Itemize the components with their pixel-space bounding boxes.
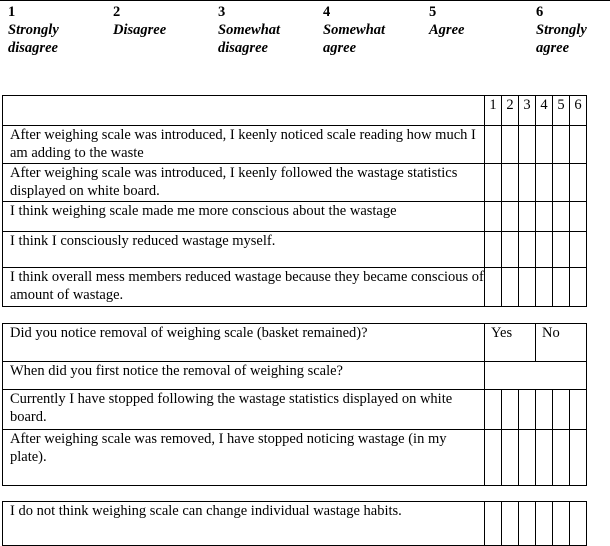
scale-label: agree — [323, 40, 357, 56]
survey-table-2 — [2, 323, 587, 486]
rating-cell[interactable] — [485, 430, 502, 486]
statement-text: Currently I have stopped following the wastage statistics displayed on white board. — [3, 390, 485, 430]
survey-table-3 — [2, 501, 587, 546]
rating-cell[interactable] — [485, 390, 502, 430]
rating-cell[interactable] — [502, 502, 519, 546]
rating-scale-legend — [0, 0, 610, 61]
rating-cell[interactable] — [553, 126, 570, 164]
rating-cell[interactable] — [519, 502, 536, 546]
rating-cell[interactable] — [485, 202, 502, 232]
rating-cell[interactable] — [536, 202, 553, 232]
rating-cell[interactable] — [536, 502, 553, 546]
no-option[interactable]: No — [536, 324, 587, 362]
rating-cell[interactable] — [519, 430, 536, 486]
rating-cell[interactable] — [570, 390, 587, 430]
rating-cell[interactable] — [502, 390, 519, 430]
rating-cell[interactable] — [553, 164, 570, 202]
rating-cell[interactable] — [502, 430, 519, 486]
table-row — [3, 232, 587, 268]
scale-number: 4 — [323, 4, 331, 20]
statement-text: I think I consciously reduced wastage myself. — [3, 232, 485, 268]
table-row — [3, 126, 587, 164]
scale-number: 6 — [536, 4, 544, 20]
scale-item-6 — [536, 3, 587, 57]
rating-cell[interactable] — [553, 232, 570, 268]
rating-cell[interactable] — [553, 390, 570, 430]
survey-table-1 — [2, 95, 587, 307]
rating-cell[interactable] — [536, 430, 553, 486]
rating-header: 5 — [553, 96, 570, 126]
question-text: Did you notice removal of weighing scale (basket remained)? — [3, 324, 485, 362]
table-row — [3, 324, 587, 362]
statement-text: After weighing scale was removed, I have stopped noticing wastage (in my plate). — [3, 430, 485, 486]
scale-item-3 — [218, 3, 280, 57]
rating-cell[interactable] — [536, 232, 553, 268]
scale-label: Agree — [429, 22, 465, 38]
rating-cell[interactable] — [553, 268, 570, 307]
scale-label: Strongly — [536, 22, 587, 38]
table-row — [3, 362, 587, 390]
rating-cell[interactable] — [553, 502, 570, 546]
rating-cell[interactable] — [536, 126, 553, 164]
scale-number: 2 — [113, 4, 121, 20]
rating-cell[interactable] — [519, 232, 536, 268]
table-row — [3, 502, 587, 546]
header-row — [3, 96, 587, 126]
scale-label: disagree — [218, 40, 268, 56]
rating-header: 6 — [570, 96, 587, 126]
scale-item-4 — [323, 3, 385, 57]
scale-number: 1 — [8, 4, 16, 20]
rating-cell[interactable] — [502, 202, 519, 232]
rating-header: 1 — [485, 96, 502, 126]
yes-option[interactable]: Yes — [485, 324, 536, 362]
rating-cell[interactable] — [553, 202, 570, 232]
rating-cell[interactable] — [485, 164, 502, 202]
rating-cell[interactable] — [570, 268, 587, 307]
rating-cell[interactable] — [485, 232, 502, 268]
rating-cell[interactable] — [519, 164, 536, 202]
rating-cell[interactable] — [536, 390, 553, 430]
rating-cell[interactable] — [519, 268, 536, 307]
answer-cell[interactable] — [485, 362, 587, 390]
rating-cell[interactable] — [536, 268, 553, 307]
header-blank-cell — [3, 96, 485, 126]
rating-cell[interactable] — [570, 126, 587, 164]
scale-label: disagree — [8, 40, 58, 56]
rating-cell[interactable] — [536, 164, 553, 202]
scale-number: 3 — [218, 4, 226, 20]
rating-cell[interactable] — [570, 202, 587, 232]
scale-label: Somewhat — [218, 22, 281, 38]
scale-item-1 — [8, 3, 59, 57]
rating-cell[interactable] — [519, 126, 536, 164]
rating-cell[interactable] — [485, 502, 502, 546]
statement-text: I do not think weighing scale can change individual wastage habits. — [3, 502, 485, 546]
scale-number: 5 — [429, 4, 437, 20]
table-row — [3, 164, 587, 202]
rating-cell[interactable] — [519, 390, 536, 430]
rating-header: 4 — [536, 96, 553, 126]
rating-cell[interactable] — [485, 126, 502, 164]
table-row — [3, 390, 587, 430]
rating-cell[interactable] — [502, 126, 519, 164]
rating-cell[interactable] — [570, 502, 587, 546]
rating-cell[interactable] — [570, 164, 587, 202]
scale-item-5 — [429, 3, 464, 39]
rating-cell[interactable] — [553, 430, 570, 486]
statement-text: I think overall mess members reduced wastage because they became conscious of amount of wastage. — [3, 268, 485, 307]
table-row — [3, 268, 587, 307]
rating-cell[interactable] — [519, 202, 536, 232]
question-text: When did you first notice the removal of weighing scale? — [3, 362, 485, 390]
rating-header: 2 — [502, 96, 519, 126]
table-row — [3, 430, 587, 486]
rating-cell[interactable] — [502, 268, 519, 307]
rating-cell[interactable] — [502, 232, 519, 268]
scale-label: Strongly — [8, 22, 59, 38]
scale-label: Disagree — [113, 22, 167, 38]
statement-text: After weighing scale was introduced, I keenly noticed scale reading how much I am adding to the waste — [3, 126, 485, 164]
scale-label: Somewhat — [323, 22, 386, 38]
table-row — [3, 202, 587, 232]
rating-cell[interactable] — [570, 430, 587, 486]
rating-cell[interactable] — [502, 164, 519, 202]
statement-text: I think weighing scale made me more conscious about the wastage — [3, 202, 485, 232]
rating-header: 3 — [519, 96, 536, 126]
rating-cell[interactable] — [570, 232, 587, 268]
scale-label: agree — [536, 40, 570, 56]
scale-item-2 — [113, 3, 166, 39]
statement-text: After weighing scale was introduced, I keenly followed the wastage statistics displayed on white board. — [3, 164, 485, 202]
rating-cell[interactable] — [485, 268, 502, 307]
